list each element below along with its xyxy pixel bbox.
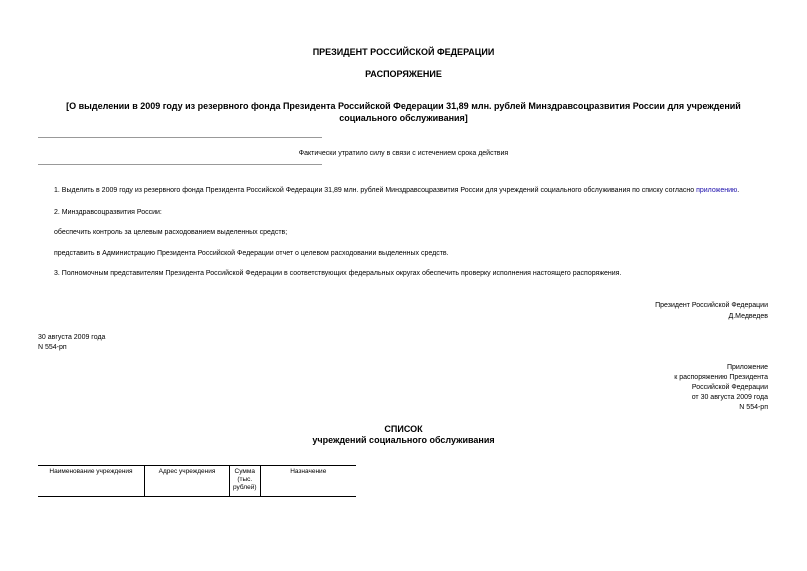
appendix-line-5: N 554-рп <box>739 404 768 411</box>
appendix-line-2: к распоряжению Президента <box>674 374 768 381</box>
paragraph-1 <box>54 186 774 196</box>
appendix-link[interactable]: приложению <box>696 187 738 194</box>
column-header-name: Наименование учреждения <box>49 468 133 475</box>
signature-name: Д.Медведев <box>728 313 768 320</box>
paragraph-1-end: . <box>737 187 740 194</box>
document-type: РАСПОРЯЖЕНИЕ <box>365 69 442 79</box>
table-header-row <box>38 466 356 497</box>
column-header-address: Адрес учреждения <box>145 466 230 497</box>
issuer-title: ПРЕЗИДЕНТ РОССИЙСКОЙ ФЕДЕРАЦИИ <box>312 47 495 57</box>
list-subtitle: учреждений социального обслуживания <box>312 435 495 445</box>
paragraph-4: представить в Администрацию Президента Российской Федерации отчет о целевом расходовании выделенных средств. <box>54 250 449 257</box>
institutions-table <box>38 465 356 497</box>
appendix-line-3: Российской Федерации <box>691 384 768 391</box>
list-title: СПИСОК <box>384 424 423 434</box>
appendix-caption <box>674 363 768 413</box>
paragraph-1-text: 1. Выделить в 2009 году из резервного фонда Президента Российской Федерации 31,89 млн. рублей Минздравсоцразвития России для учреждений социального обслуживания по списку согласно <box>54 187 697 194</box>
document-subject: [О выделении в 2009 году из резервного фонда Президента Российской Федерации 31,89 млн. рублей Минздравсоцразвития России для учреждений социального обслуживания] <box>66 101 741 123</box>
status-note: Фактически утратило силу в связи с истечением срока действия <box>298 150 509 157</box>
appendix-line-4: от 30 августа 2009 года <box>691 394 768 401</box>
signature-position: Президент Российской Федерации <box>655 302 768 309</box>
appendix-line-1: Приложение <box>726 364 768 371</box>
paragraph-2: 2. Минздравсоцразвития России: <box>54 209 162 216</box>
document-date: 30 августа 2009 года <box>38 334 106 341</box>
document-number: N 554-рп <box>38 344 67 351</box>
paragraph-5: 3. Полномочным представителям Президента Российской Федерации в соответствующих федеральных округах обеспечить проверку исполнения настоящего распоряжения. <box>54 270 622 277</box>
column-header-purpose: Назначение <box>260 466 356 497</box>
column-header-amount: Сумма (тыс. рублей) <box>230 466 261 497</box>
paragraph-3: обеспечить контроль за целевым расходованием выделенных средств; <box>54 229 288 236</box>
divider-top <box>38 137 322 138</box>
divider-bottom <box>38 164 322 165</box>
